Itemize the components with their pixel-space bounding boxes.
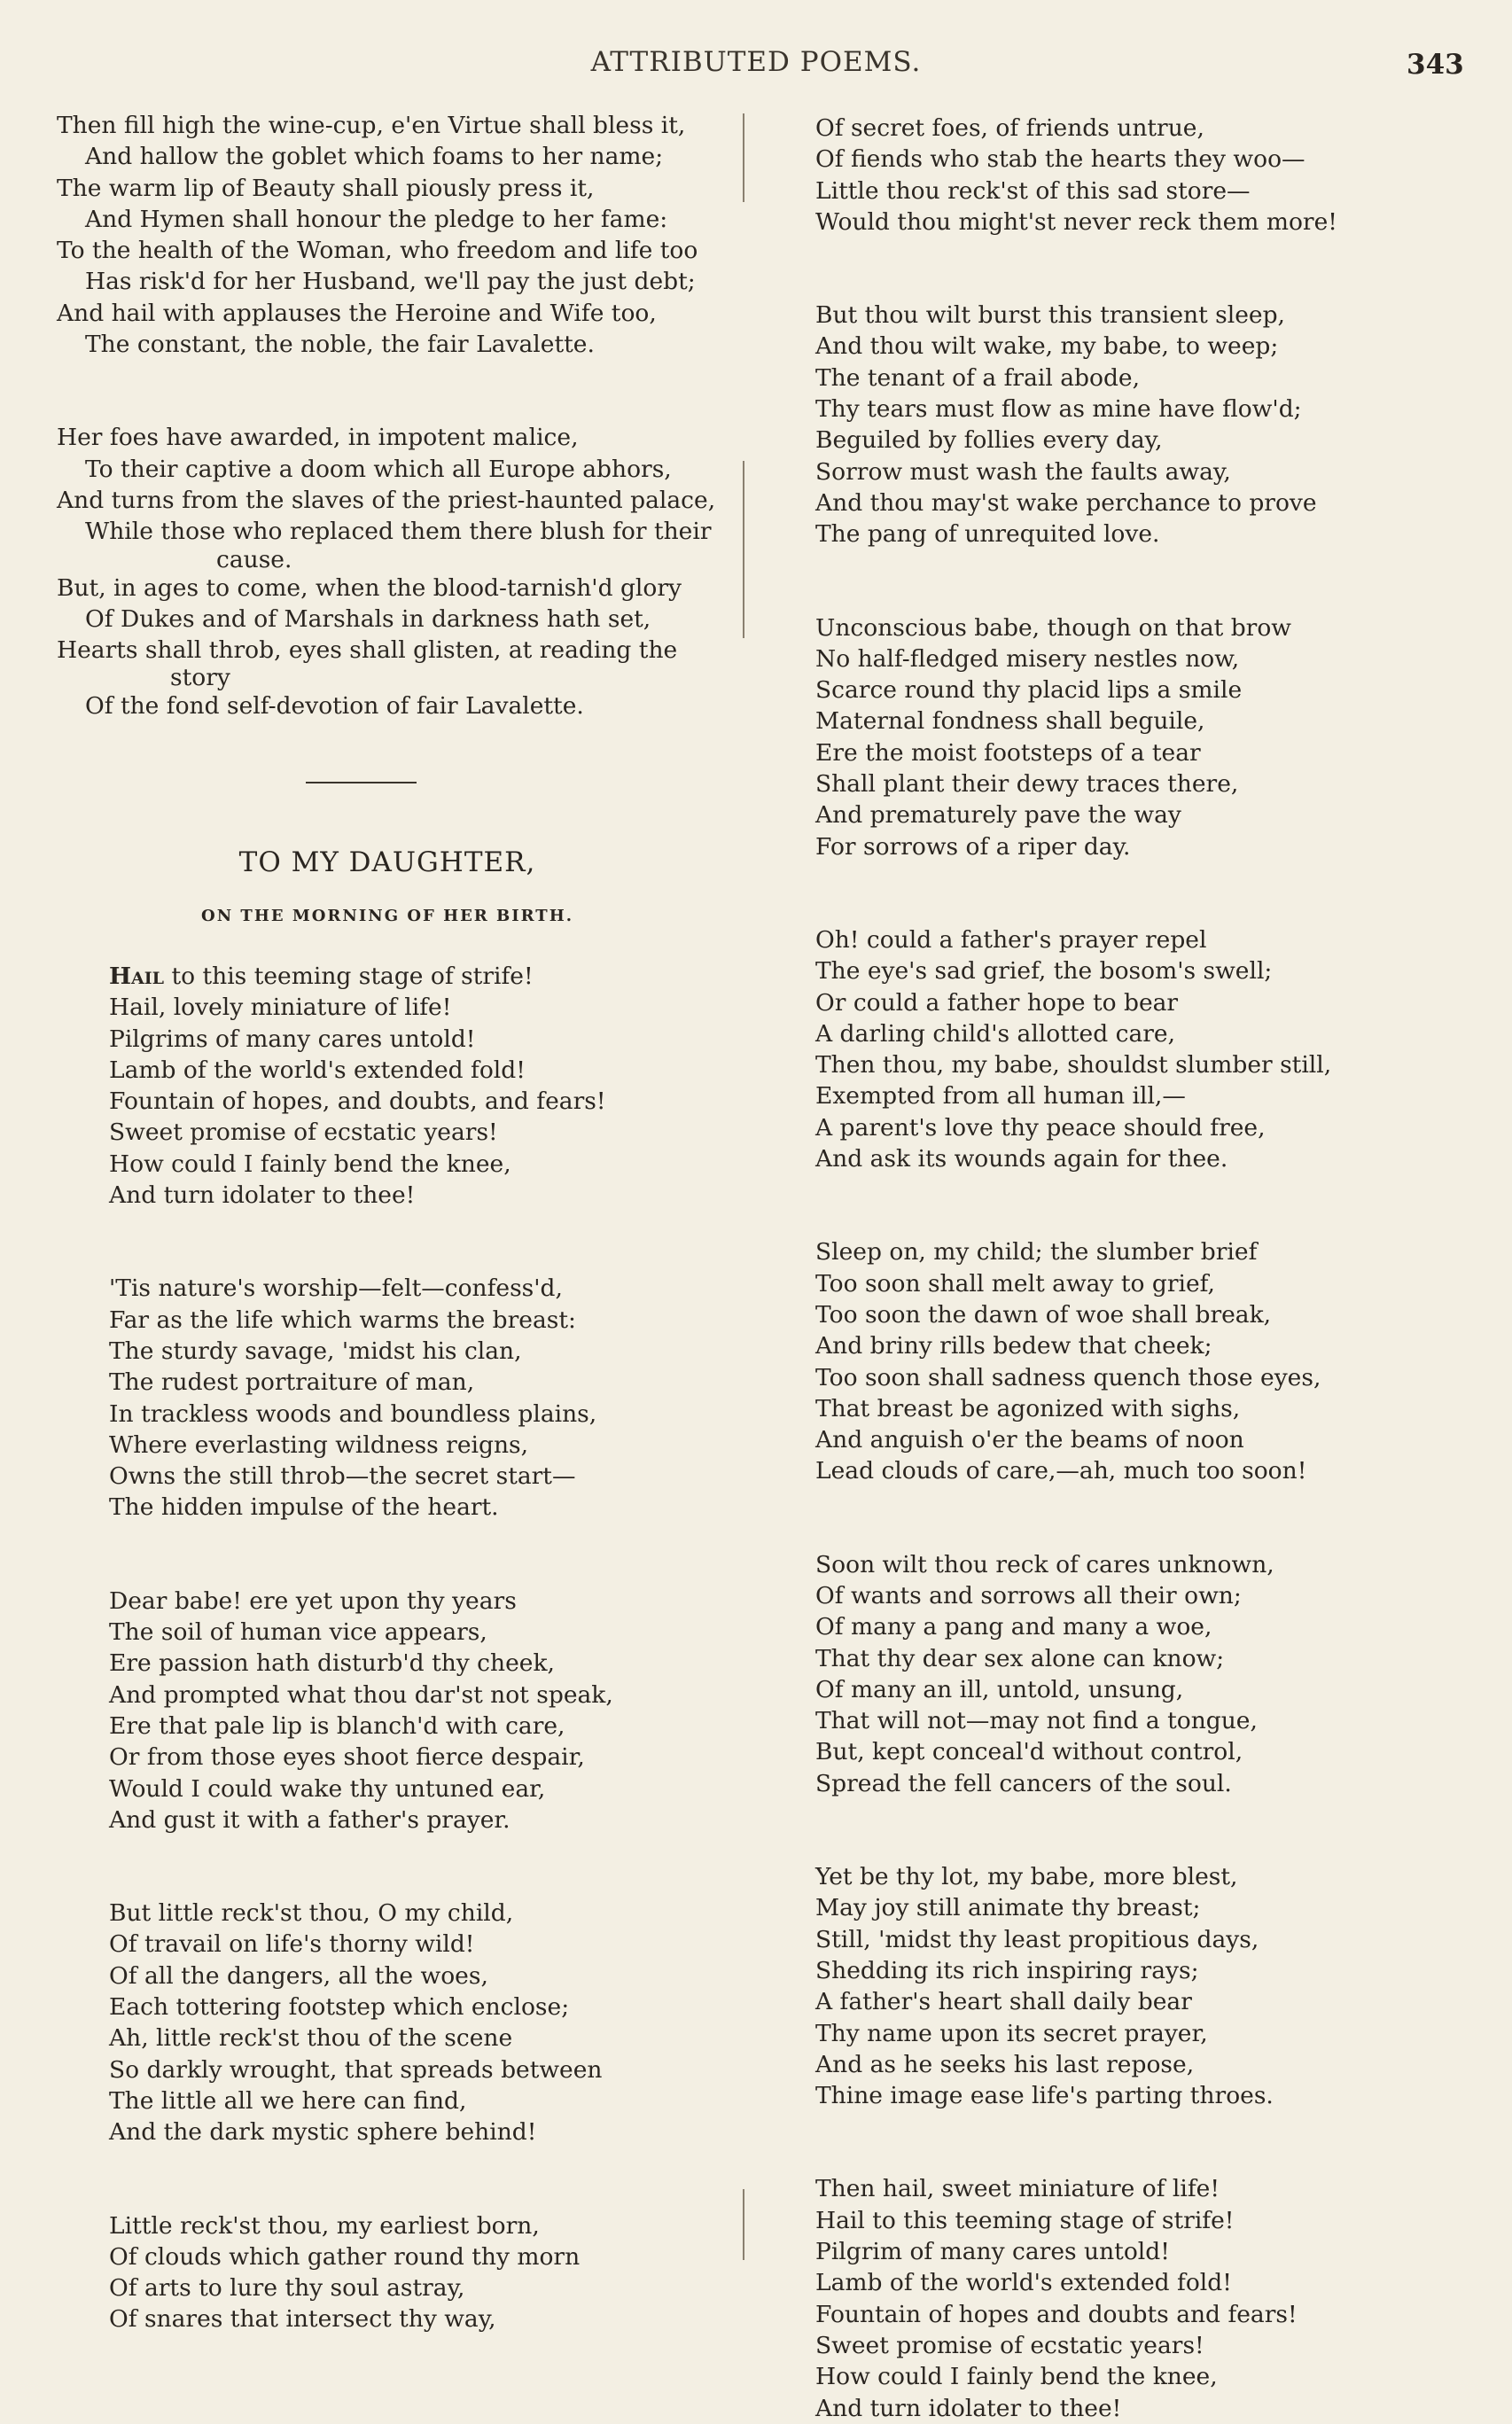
- poem-line: story: [170, 664, 230, 692]
- poem-stanza: [815, 612, 1454, 862]
- poem-left-column: [109, 961, 729, 2335]
- poem-line: Far as the life which warms the breast:: [109, 1306, 576, 1334]
- poem-line: Scarce round thy placid lips a smile: [815, 676, 1243, 705]
- poem-line: Thine image ease life's parting throes.: [815, 2082, 1274, 2110]
- poem-line: A darling child's allotted care,: [815, 1019, 1176, 1048]
- poem-line: That thy dear sex alone can know;: [815, 1644, 1225, 1672]
- poem-line: Sorrow must wash the faults away,: [815, 457, 1231, 486]
- poem-line: Pilgrim of many cares untold!: [815, 2238, 1170, 2266]
- poem-line: But little reck'st thou, O my child,: [109, 1899, 514, 1928]
- poem-line: May joy still animate thy breast;: [815, 1894, 1201, 1922]
- poem-stanza: [815, 300, 1454, 549]
- poem-stanza: [109, 2210, 729, 2335]
- poem-line: Thy name upon its secret prayer,: [815, 2019, 1208, 2047]
- poem-line: While those who replaced them there blush for their: [85, 518, 712, 546]
- poem-line: Sweet promise of ecstatic years!: [815, 2331, 1204, 2359]
- poem-line: Then hail, sweet miniature of life!: [815, 2175, 1220, 2203]
- poem-title: TO MY DAUGHTER,: [238, 846, 536, 878]
- poem-line: To their captive a doom which all Europe abhors,: [85, 455, 672, 483]
- poem-line: The little all we here can find,: [109, 2086, 467, 2115]
- poem-line: Of many an ill, untold, unsung,: [815, 1675, 1184, 1703]
- poem-line: How could I fainly bend the knee,: [109, 1150, 511, 1178]
- poem-line: Of wants and sorrows all their own;: [815, 1581, 1242, 1610]
- poem-line: And turn idolater to thee!: [109, 1181, 416, 1210]
- poem-line: Would I could wake thy untuned ear,: [109, 1774, 546, 1803]
- poem-line: Of secret foes, of friends untrue,: [815, 114, 1204, 142]
- poem-line: That will not—may not find a tongue,: [815, 1707, 1258, 1735]
- poem-line: Unconscious babe, though on that brow: [815, 613, 1291, 642]
- poem-stanza: [109, 961, 729, 1211]
- poem-line: The hidden impulse of the heart.: [109, 1493, 499, 1522]
- poem-line: But, in ages to come, when the blood-tarnish'd glory: [57, 573, 682, 602]
- poem-line: And hail with applauses the Heroine and Wife too,: [57, 299, 657, 327]
- poem-stanza: [815, 1236, 1454, 1486]
- poem-line: 'Tis nature's worship—felt—confess'd,: [109, 1274, 563, 1303]
- poem-line: Too soon shall melt away to grief,: [815, 1269, 1215, 1298]
- drop-word: Hail: [109, 963, 165, 990]
- poem-line: Pilgrims of many cares untold!: [109, 1025, 476, 1053]
- poem-line: Owns the still throb—the secret start—: [109, 1462, 576, 1491]
- poem-stanza: [109, 1273, 729, 1523]
- poem-line: Of all the dangers, all the woes,: [109, 1961, 488, 1990]
- poem-line: Too soon shall sadness quench those eyes,: [815, 1363, 1321, 1391]
- poem-line: Lamb of the world's extended fold!: [815, 2269, 1232, 2297]
- poem-line: Of arts to lure thy soul astray,: [109, 2274, 465, 2303]
- poem-line: Of snares that intersect thy way,: [109, 2305, 496, 2334]
- section-separator: [306, 782, 417, 783]
- poem-line: cause.: [216, 545, 292, 573]
- poem-stanza: [815, 113, 1454, 238]
- poem-line: Sweet promise of ecstatic years!: [109, 1118, 498, 1147]
- poem-line: Hail to this teeming stage of strife!: [815, 2206, 1235, 2234]
- poem-subtitle: ON THE MORNING OF HER BIRTH.: [201, 907, 573, 925]
- poem-line: Thy tears must flow as mine have flow'd;: [815, 395, 1302, 424]
- poem-line: Of many a pang and many a woe,: [815, 1613, 1212, 1641]
- poem-line: And anguish o'er the beams of noon: [815, 1426, 1244, 1454]
- poem-line: Of clouds which gather round thy morn: [109, 2242, 581, 2271]
- poem-line: And the dark mystic sphere behind!: [109, 2118, 537, 2147]
- poem-stanza: [815, 924, 1454, 1174]
- poem-line: Little reck'st thou, my earliest born,: [109, 2211, 540, 2240]
- poem-line: Too soon the dawn of woe shall break,: [815, 1300, 1272, 1329]
- column-divider: [743, 113, 744, 202]
- poem-line: Fountain of hopes and doubts and fears!: [815, 2300, 1298, 2328]
- running-title: ATTRIBUTED POEMS.: [590, 46, 922, 78]
- poem-line: But thou wilt burst this transient sleep,: [815, 301, 1285, 330]
- column-divider: [743, 461, 744, 638]
- poem-line: Yet be thy lot, my babe, more blest,: [815, 1863, 1238, 1891]
- poem-line: How could I fainly bend the knee,: [815, 2363, 1218, 2391]
- poem-stanza: [815, 1861, 1454, 2111]
- poem-line: Sleep on, my child; the slumber brief: [815, 1238, 1258, 1267]
- poem-line: Soon wilt thou reck of cares unknown,: [815, 1550, 1274, 1578]
- poem-line: And turns from the slaves of the priest-haunted palace,: [57, 486, 716, 514]
- poem-line: Then fill high the wine-cup, e'en Virtue shall bless it,: [57, 112, 686, 139]
- poem-line: Exempted from all human ill,—: [815, 1082, 1186, 1111]
- poem-line: And gust it with a father's prayer.: [109, 1805, 510, 1834]
- poem-line: So darkly wrought, that spreads between: [109, 2055, 603, 2084]
- poem-line: The eye's sad grief, the bosom's swell;: [815, 957, 1273, 986]
- poem-line: And Hymen shall honour the pledge to her fame:: [85, 205, 668, 233]
- poem-line: And hallow the goblet which foams to her name;: [85, 143, 664, 171]
- poem-line: The warm lip of Beauty shall piously press it,: [57, 174, 595, 202]
- poem-right-column: [815, 113, 1454, 2424]
- poem-line: Ere that pale lip is blanch'd with care,: [109, 1711, 565, 1740]
- poem-stanza: [109, 1586, 729, 1836]
- poem-stanza: [109, 1898, 729, 2147]
- poem-line: And turn idolater to thee!: [815, 2394, 1122, 2422]
- poem-line: Her foes have awarded, in impotent malice,: [57, 424, 579, 452]
- top-poem-stanza-2: [57, 422, 739, 721]
- poem-line: Maternal fondness shall beguile,: [815, 707, 1205, 736]
- poem-line: Of Dukes and of Marshals in darkness hath set,: [85, 604, 651, 633]
- poem-line: And thou wilt wake, my babe, to weep;: [815, 332, 1279, 361]
- poem-line: Hearts shall throb, eyes shall glisten, at reading the: [57, 636, 678, 665]
- poem-line: In trackless woods and boundless plains,: [109, 1399, 597, 1428]
- poem-line: And briny rills bedew that cheek;: [815, 1332, 1212, 1360]
- poem-line: Lamb of the world's extended fold!: [109, 1056, 526, 1084]
- poem-line: And prematurely pave the way: [815, 801, 1181, 830]
- poem-line: But, kept conceal'd without control,: [815, 1738, 1243, 1766]
- poem-line: And thou may'st wake perchance to prove: [815, 488, 1317, 517]
- poem-line: Each tottering footstep which enclose;: [109, 1993, 570, 2022]
- poem-line: Shall plant their dewy traces there,: [815, 770, 1239, 799]
- poem-line: That breast be agonized with sighs,: [815, 1394, 1241, 1422]
- poem-line: Shedding its rich inspiring rays;: [815, 1956, 1199, 1984]
- top-poem-stanza-1: [57, 110, 739, 360]
- poem-line: Spread the fell cancers of the soul.: [815, 1769, 1232, 1797]
- poem-line: Where everlasting wildness reigns,: [109, 1430, 529, 1459]
- poem-line: The tenant of a frail abode,: [815, 363, 1141, 392]
- poem-line: The pang of unrequited love.: [815, 520, 1160, 549]
- poem-line: The rudest portraiture of man,: [109, 1368, 475, 1397]
- poem-line: The constant, the noble, the fair Lavalette.: [85, 331, 595, 359]
- poem-line: And as he seeks his last repose,: [815, 2050, 1195, 2078]
- top-poem: [57, 110, 739, 722]
- poem-line: And ask its wounds again for thee.: [815, 1145, 1228, 1173]
- poem-line: Dear babe! ere yet upon thy years: [109, 1586, 517, 1615]
- poem-line: A parent's love thy peace should free,: [815, 1113, 1266, 1142]
- poem-line: Of travail on life's thorny wild!: [109, 1930, 475, 1959]
- poem-stanza: [815, 2173, 1454, 2423]
- poem-line: Ah, little reck'st thou of the scene: [109, 2024, 513, 2053]
- page-number: 343: [1407, 49, 1464, 81]
- poem-line: No half-fledged misery nestles now,: [815, 644, 1240, 673]
- poem-line: And prompted what thou dar'st not speak,: [109, 1680, 613, 1709]
- poem-first-line: Hail to this teeming stage of strife!: [109, 963, 534, 990]
- poem-stanza: [815, 1549, 1454, 1799]
- poem-line: Or from those eyes shoot fierce despair,: [109, 1743, 585, 1772]
- poem-line: Then thou, my babe, shouldst slumber still,: [815, 1051, 1332, 1079]
- poem-line: Fountain of hopes, and doubts, and fears!: [109, 1087, 606, 1116]
- poem-line: Ere the moist footsteps of a tear: [815, 738, 1201, 767]
- poem-line: Has risk'd for her Husband, we'll pay the just debt;: [85, 268, 696, 296]
- poem-line: Of the fond self-devotion of fair Lavalette.: [85, 692, 584, 721]
- poem-line: Beguiled by follies every day,: [815, 426, 1163, 455]
- poem-line: To the health of the Woman, who freedom and life too: [57, 237, 698, 265]
- poem-line: Or could a father hope to bear: [815, 988, 1179, 1017]
- poem-line: Would thou might'st never reck them more!: [815, 207, 1337, 236]
- poem-line: Little thou reck'st of this sad store—: [815, 176, 1251, 205]
- poem-line: Still, 'midst thy least propitious days,: [815, 1925, 1259, 1953]
- poem-line: The sturdy savage, 'midst his clan,: [109, 1337, 522, 1365]
- column-divider: [743, 2189, 744, 2260]
- poem-line: A father's heart shall daily bear: [815, 1988, 1192, 2016]
- poem-line: Ere passion hath disturb'd thy cheek,: [109, 1649, 555, 1678]
- poem-line: Oh! could a father's prayer repel: [815, 925, 1207, 954]
- poem-line: For sorrows of a riper day.: [815, 832, 1131, 861]
- poem-line: The soil of human vice appears,: [109, 1618, 487, 1647]
- poem-line: Of fiends who stab the hearts they woo—: [815, 145, 1305, 174]
- poem-line: Hail, lovely miniature of life!: [109, 994, 452, 1022]
- poem-line: Lead clouds of care,—ah, much too soon!: [815, 1457, 1307, 1485]
